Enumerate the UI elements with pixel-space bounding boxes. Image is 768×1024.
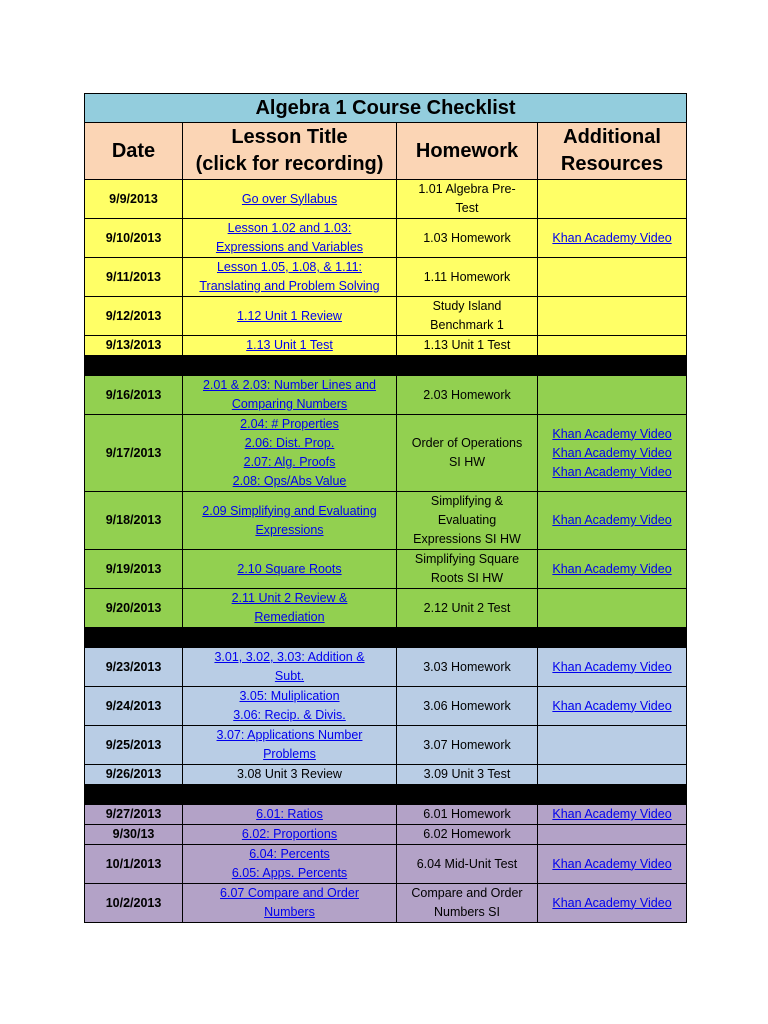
homework-text: Compare and Order: [411, 886, 523, 900]
resources-cell: [538, 825, 687, 845]
lesson-recording-link[interactable]: 1.13 Unit 1 Test: [246, 338, 333, 352]
lesson-recording-link[interactable]: 2.10 Square Roots: [237, 561, 342, 576]
table-row: [85, 297, 687, 336]
page-title: Algebra 1 Course Checklist: [85, 94, 687, 123]
lesson-recording-link[interactable]: 2.06: Dist. Prop.: [244, 436, 335, 450]
lesson-cell: [183, 376, 397, 415]
table-row: [85, 492, 687, 550]
khan-academy-video-link[interactable]: Khan Academy Video: [552, 659, 672, 674]
lesson-recording-link[interactable]: Comparing Numbers: [231, 397, 348, 411]
header-date: Date: [85, 123, 183, 180]
khan-academy-video-link[interactable]: Khan Academy Video: [552, 464, 672, 479]
table-row: [85, 415, 687, 492]
date-cell: 9/16/2013: [85, 376, 183, 415]
resources-cell: [538, 648, 687, 687]
header-homework: Homework: [397, 123, 538, 180]
khan-academy-video-link[interactable]: Khan Academy Video: [552, 561, 672, 576]
resources-cell: [538, 376, 687, 415]
lesson-recording-link[interactable]: Go over Syllabus: [241, 191, 338, 206]
lesson-recording-link[interactable]: 2.04: # Properties: [240, 417, 339, 431]
header-additional-resources: Additional Resources: [538, 123, 687, 180]
khan-academy-video-link[interactable]: Khan Academy Video: [552, 445, 672, 460]
lesson-cell: [183, 336, 397, 356]
lesson-recording-link[interactable]: 3.06: Recip. & Divis.: [233, 708, 346, 722]
table-row: [85, 258, 687, 297]
lesson-cell: [183, 765, 397, 785]
lesson-recording-link[interactable]: 2.07: Alg. Proofs: [243, 455, 336, 469]
homework-cell: [397, 589, 538, 628]
lesson-cell: [183, 825, 397, 845]
homework-cell: [397, 336, 538, 356]
resources-cell: [538, 805, 687, 825]
lesson-cell: [183, 415, 397, 492]
homework-text: Roots SI HW: [430, 571, 504, 585]
date-cell: 9/10/2013: [85, 219, 183, 258]
unit-separator-row: [85, 356, 687, 376]
unit-separator-row: [85, 785, 687, 805]
lesson-cell: [183, 180, 397, 219]
lesson-recording-link[interactable]: 3.01, 3.02, 3.03: Addition &: [214, 650, 365, 664]
table-row: [85, 805, 687, 825]
homework-text: Order of Operations: [411, 436, 523, 450]
homework-cell: [397, 297, 538, 336]
lesson-recording-link[interactable]: 3.07: Applications Number: [216, 728, 363, 742]
date-cell: 9/30/13: [85, 825, 183, 845]
resources-cell: [538, 297, 687, 336]
lesson-recording-link[interactable]: 6.07 Compare and Order: [220, 886, 359, 900]
table-row: [85, 825, 687, 845]
homework-text: 2.03 Homework: [423, 387, 511, 402]
table-row: [85, 589, 687, 628]
homework-text: 1.13 Unit 1 Test: [423, 338, 511, 352]
table-row: [85, 550, 687, 589]
date-cell: 9/19/2013: [85, 550, 183, 589]
homework-cell: [397, 258, 538, 297]
lesson-cell: [183, 550, 397, 589]
date-cell: 9/11/2013: [85, 258, 183, 297]
date-cell: 9/24/2013: [85, 687, 183, 726]
khan-academy-video-link[interactable]: Khan Academy Video: [552, 698, 672, 713]
resources-cell: [538, 258, 687, 297]
homework-text: Study Island: [432, 299, 502, 313]
khan-academy-video-link[interactable]: Khan Academy Video: [552, 513, 672, 527]
lesson-recording-link[interactable]: 3.05: Muliplication: [239, 689, 340, 703]
homework-cell: [397, 550, 538, 589]
lesson-recording-link[interactable]: Expressions: [255, 522, 324, 537]
resources-cell: [538, 180, 687, 219]
resources-cell: [538, 550, 687, 589]
date-cell: 9/20/2013: [85, 589, 183, 628]
lesson-cell: [183, 845, 397, 884]
lesson-recording-link[interactable]: Expressions and Variables: [215, 240, 364, 254]
homework-text: 6.02 Homework: [423, 827, 511, 841]
resources-cell: [538, 219, 687, 258]
lesson-cell: [183, 492, 397, 550]
course-checklist-table: [84, 93, 687, 923]
homework-text: 1.01 Algebra Pre-: [418, 182, 516, 196]
homework-cell: [397, 805, 538, 825]
date-cell: 9/18/2013: [85, 492, 183, 550]
homework-text: SI HW: [448, 455, 486, 469]
lesson-recording-link[interactable]: Translating and Problem Solving: [199, 279, 380, 293]
homework-text: Test: [455, 201, 479, 215]
homework-text: Simplifying &: [430, 494, 504, 508]
homework-cell: [397, 180, 538, 219]
lesson-recording-link[interactable]: 2.09 Simplifying and Evaluating: [202, 503, 377, 518]
lesson-cell: [183, 258, 397, 297]
date-cell: 9/9/2013: [85, 180, 183, 219]
resources-cell: [538, 492, 687, 550]
homework-text: Evaluating: [437, 513, 497, 527]
table-row: [85, 884, 687, 923]
lesson-recording-link[interactable]: 2.11 Unit 2 Review &: [231, 591, 348, 605]
homework-text: Numbers SI: [434, 905, 500, 919]
resources-cell: [538, 336, 687, 356]
homework-text: 3.03 Homework: [423, 659, 511, 674]
date-cell: 10/2/2013: [85, 884, 183, 923]
lesson-cell: [183, 884, 397, 923]
homework-cell: [397, 845, 538, 884]
lesson-cell: [183, 805, 397, 825]
resources-cell: [538, 415, 687, 492]
homework-cell: [397, 376, 538, 415]
table-row: [85, 726, 687, 765]
table-row: [85, 336, 687, 356]
date-cell: 9/12/2013: [85, 297, 183, 336]
lesson-cell: [183, 726, 397, 765]
resources-cell: [538, 845, 687, 884]
date-cell: 10/1/2013: [85, 845, 183, 884]
date-cell: 9/23/2013: [85, 648, 183, 687]
homework-text: 3.09 Unit 3 Test: [423, 767, 511, 781]
homework-text: 3.06 Homework: [423, 698, 511, 713]
homework-text: 2.12 Unit 2 Test: [423, 600, 511, 615]
lesson-cell: [183, 589, 397, 628]
table-row: [85, 219, 687, 258]
lesson-recording-link[interactable]: Problems: [263, 747, 316, 761]
unit-separator: [85, 356, 687, 376]
resources-cell: [538, 726, 687, 765]
table-row: [85, 648, 687, 687]
date-cell: 9/27/2013: [85, 805, 183, 825]
homework-text: Simplifying Square: [414, 552, 520, 566]
resources-cell: [538, 765, 687, 785]
homework-cell: [397, 415, 538, 492]
homework-cell: [397, 825, 538, 845]
resources-cell: [538, 687, 687, 726]
homework-text: Benchmark 1: [430, 318, 504, 332]
lesson-recording-link[interactable]: 6.05: Apps. Percents: [231, 866, 348, 880]
lesson-cell: [183, 687, 397, 726]
lesson-recording-link[interactable]: 6.01: Ratios: [256, 807, 323, 821]
khan-academy-video-link[interactable]: Khan Academy Video: [552, 807, 672, 821]
lesson-cell: [183, 297, 397, 336]
lesson-recording-link[interactable]: Subt.: [274, 669, 305, 683]
khan-academy-video-link[interactable]: Khan Academy Video: [552, 856, 672, 871]
homework-cell: [397, 648, 538, 687]
homework-cell: [397, 726, 538, 765]
lesson-recording-link[interactable]: 6.04: Percents: [249, 847, 330, 861]
lesson-recording-link[interactable]: 2.01 & 2.03: Number Lines and: [202, 378, 377, 392]
homework-cell: [397, 765, 538, 785]
homework-text: 6.04 Mid-Unit Test: [416, 856, 518, 871]
resources-cell: [538, 884, 687, 923]
date-cell: 9/13/2013: [85, 336, 183, 356]
homework-cell: [397, 884, 538, 923]
homework-text: Expressions SI HW: [413, 532, 521, 546]
table-row: [85, 376, 687, 415]
date-cell: 9/17/2013: [85, 415, 183, 492]
khan-academy-video-link[interactable]: Khan Academy Video: [552, 426, 672, 441]
table-row: [85, 180, 687, 219]
lesson-recording-link[interactable]: 1.12 Unit 1 Review: [237, 308, 342, 323]
homework-text: 3.07 Homework: [423, 737, 511, 752]
homework-cell: [397, 219, 538, 258]
unit-separator: [85, 785, 687, 805]
khan-academy-video-link[interactable]: Khan Academy Video: [552, 230, 672, 245]
lesson-recording-link[interactable]: 6.02: Proportions: [241, 827, 338, 841]
lesson-title-text: 3.08 Unit 3 Review: [237, 767, 342, 781]
khan-academy-video-link[interactable]: Khan Academy Video: [552, 895, 672, 910]
resources-cell: [538, 589, 687, 628]
unit-separator-row: [85, 628, 687, 648]
table-row: [85, 765, 687, 785]
lesson-cell: [183, 648, 397, 687]
homework-text: 1.03 Homework: [423, 230, 511, 245]
header-lesson-title: Lesson Title (click for recording): [183, 123, 397, 180]
date-cell: 9/26/2013: [85, 765, 183, 785]
lesson-recording-link[interactable]: Lesson 1.05, 1.08, & 1.11:: [216, 260, 362, 274]
homework-text: 1.11 Homework: [423, 269, 511, 284]
table-row: [85, 845, 687, 884]
lesson-recording-link[interactable]: Remediation: [254, 610, 325, 624]
unit-separator: [85, 628, 687, 648]
lesson-recording-link[interactable]: Numbers: [264, 905, 315, 919]
homework-cell: [397, 687, 538, 726]
lesson-cell: [183, 219, 397, 258]
lesson-recording-link[interactable]: Lesson 1.02 and 1.03:: [227, 221, 352, 235]
homework-cell: [397, 492, 538, 550]
date-cell: 9/25/2013: [85, 726, 183, 765]
table-row: [85, 687, 687, 726]
lesson-recording-link[interactable]: 2.08: Ops/Abs Value: [232, 474, 347, 488]
homework-text: 6.01 Homework: [423, 807, 511, 821]
